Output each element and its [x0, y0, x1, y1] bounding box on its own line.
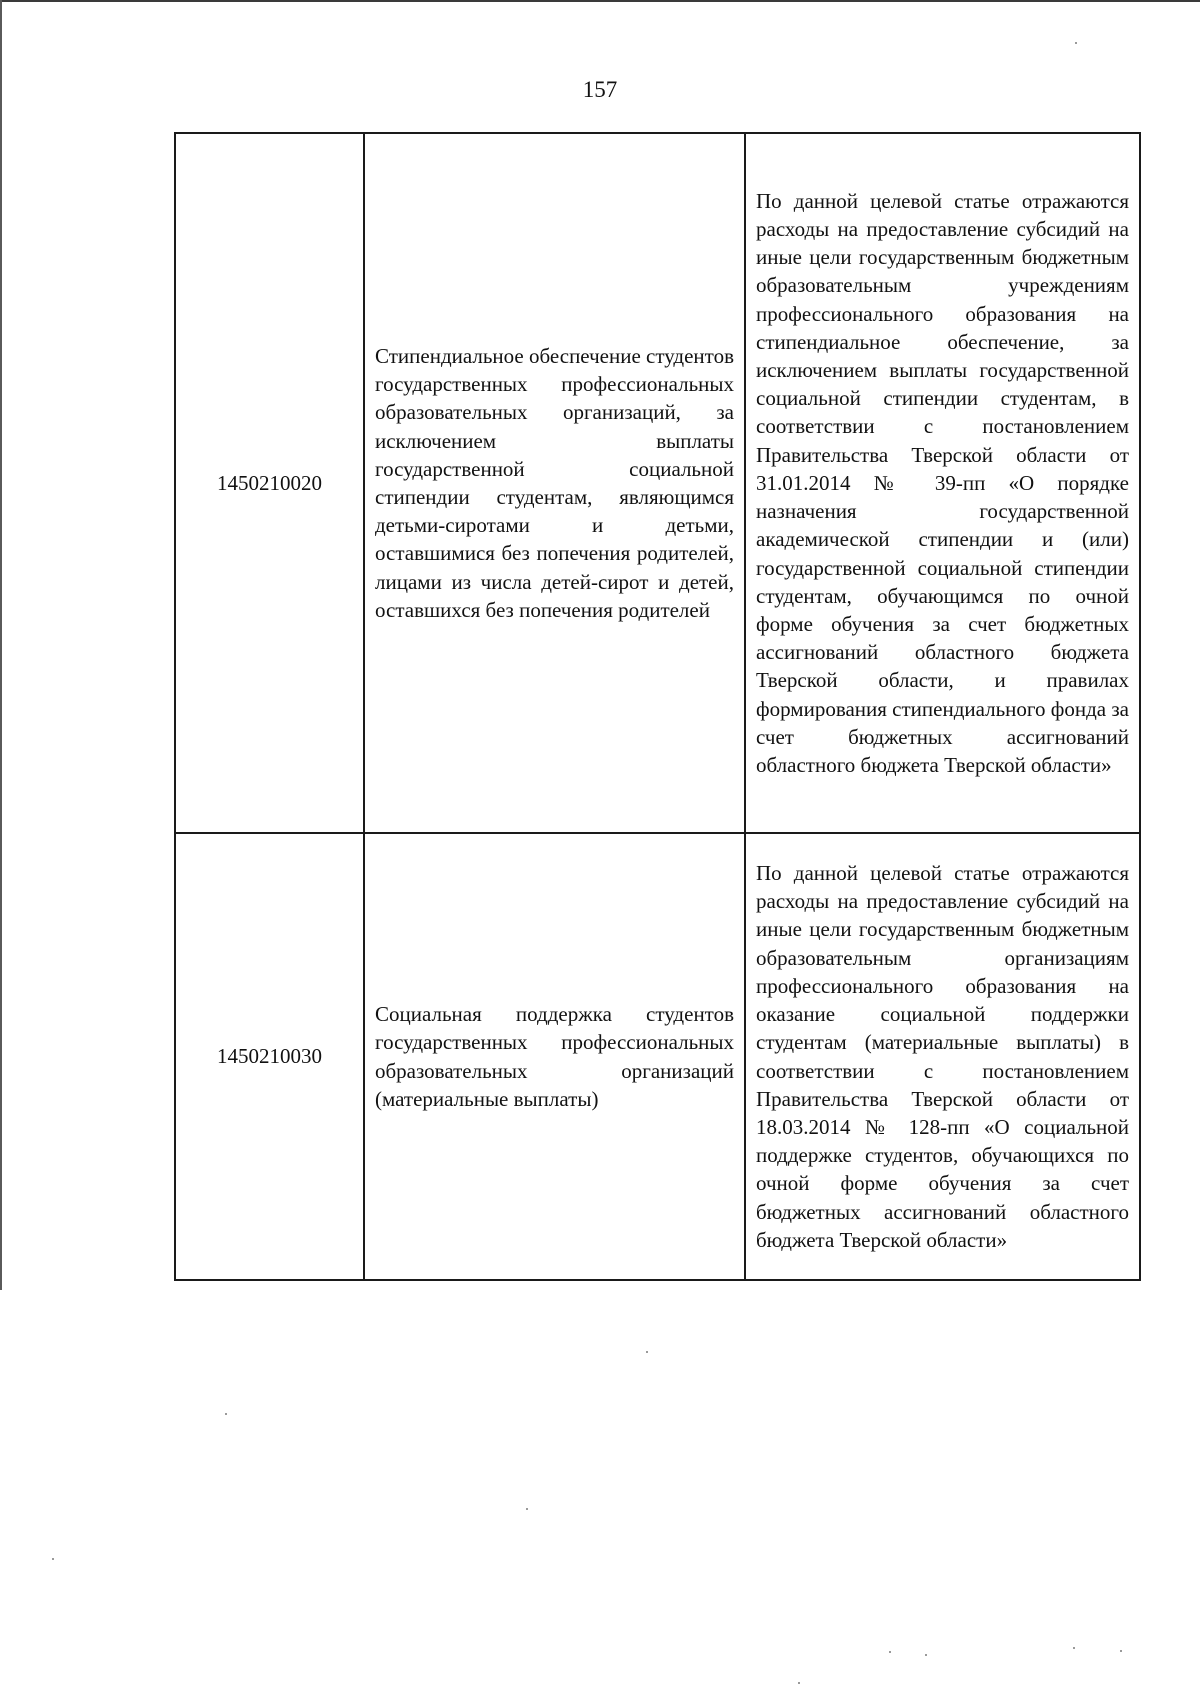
scan-speck: [646, 1351, 648, 1353]
target-name-cell: [364, 133, 745, 833]
target-code: 1450210020: [217, 470, 322, 495]
scan-speck: [1120, 1650, 1122, 1652]
scan-speck: [52, 1558, 54, 1560]
page-number: 157: [582, 77, 618, 102]
target-description-cell: [745, 133, 1140, 833]
scan-speck: [1073, 1647, 1075, 1649]
target-name: Социальная поддержка студентов государственных профессиональных образовательных организаций (материальные выплаты): [375, 1002, 734, 1111]
scan-speck: [798, 1682, 800, 1684]
target-code-cell: [175, 133, 364, 833]
scan-speck: [1075, 42, 1077, 44]
target-code: 1450210030: [217, 1044, 322, 1069]
target-name: Стипендиальное обеспечение студентов государственных профессиональных образовательных организаций, за исключением выплаты государственной социальной стипендии студентам, являющимся детьми-сиротами и детьми, оставшимися без попечения родителей, лицами из числа детей-сирот и детей, оставшихся без попечения родителей: [375, 343, 734, 622]
scan-edge-left: [0, 0, 2, 1290]
scan-speck: [225, 1413, 227, 1415]
budget-classification-table: [174, 132, 1141, 1281]
scan-speck: [889, 1651, 891, 1653]
target-description: По данной целевой статье отражаются расходы на предоставление субсидий на иные цели государственным бюджетным образовательным учреждениям профессионального образования на стипендиальное обеспечение, за исключением выплаты государственной социальной стипендии студентам, в соответствии с постановлением Правительства Тверской области от 31.01.2014 № 39-пп «О порядке назначения государственной академической стипендии и (или) государственной социальной стипендии студентам, обучающимся по очной форме обучения за счет бюджетных ассигнований областного бюджета Тверской области, и правилах формирования стипендиального фонда за счет бюджетных ассигнований областного бюджета Тверской области»: [756, 188, 1129, 777]
target-code-cell: [175, 833, 364, 1280]
scan-edge-top: [0, 0, 1200, 2]
target-description-cell: [745, 833, 1140, 1280]
target-name-cell: [364, 833, 745, 1280]
target-description: По данной целевой статье отражаются расходы на предоставление субсидий на иные цели государственным бюджетным образовательным организациям профессионального образования на оказание социальной поддержки студентам (материальные выплаты) в соответствии с постановлением Правительства Тверской области от 18.03.2014 № 128-пп «О социальной поддержке студентов, обучающихся по очной форме обучения за счет бюджетных ассигнований областного бюджета Тверской области»: [756, 861, 1129, 1252]
scan-speck: [526, 1508, 528, 1510]
scan-speck: [925, 1654, 927, 1656]
table-row: [175, 833, 1140, 1280]
table-row: [175, 133, 1140, 833]
